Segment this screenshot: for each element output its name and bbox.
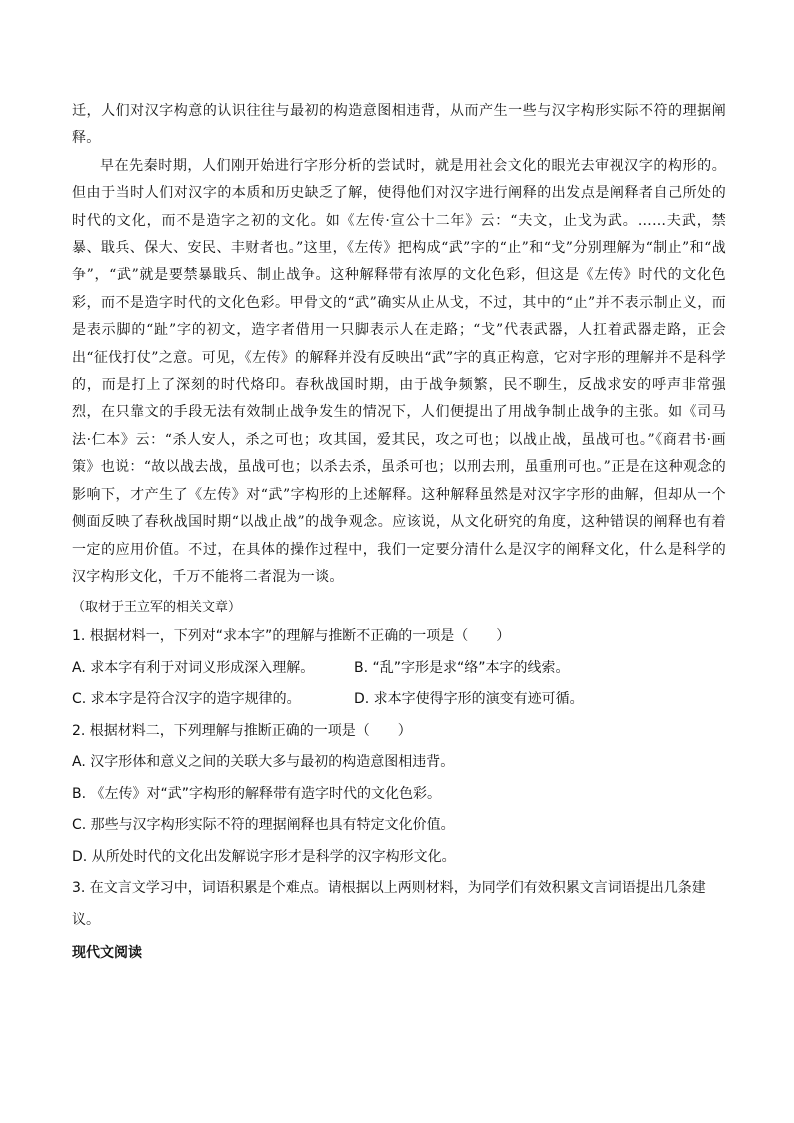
question-1 (72, 621, 726, 716)
question-2-stem: 2. 根据材料二，下列理解与推断正确的一项是（ ） (72, 722, 412, 739)
question-3-stem: 3. 在文言文学习中，词语积累是个难点。请根据以上两则材料，为同学们有效积累文言词语提出几条建议。 (72, 880, 706, 928)
question-2-option-c: C. 那些与汉字构形实际不符的理据阐释也具有特定文化价值。 (72, 817, 455, 834)
passage-para-1-tail: 迁，人们对汉字构意的认识往往与最初的构造意图相违背，从而产生一些与汉字构形实际不符的理据阐释。 (72, 103, 726, 147)
question-1-options-row-1 (72, 653, 726, 685)
question-1-option-a: A. 求本字有利于对词义形成深入理解。 (72, 659, 315, 676)
passage-para-2: 早在先秦时期，人们刚开始进行字形分析的尝试时，就是用社会文化的眼光去审视汉字的构形的。但由于当时人们对汉字的本质和历史缺乏了解，使得他们对汉字进行阐释的出发点是阐释者自己所处的时代的文化，而不是造字之初的文化。如《左传·宣公十二年》云：“夫文，止戈为武。……夫武，禁暴、戢兵、保大、安民、丰财者也。”这里，《左传》把构成“武”字的“止”和“戈”分别理解为“制止”和“战争”，“武”就是要禁暴戢兵、制止战争。这种解释带有浓厚的文化色彩，但这是《左传》时代的文化色彩，而不是造字时代的文化色彩。甲骨文的“武”确实从止从戈，不过，其中的“止”并不表示制止义，而是表示脚的“趾”字的初文，造字者借用一只脚表示人在走路；“戈”代表武器，人扛着武器走路，正会出“征伐打仗”之意。可见，《左传》的解释并没有反映出“武”字的真正构意，它对字形的理解并不是科学的，而是打上了深刻的时代烙印。春秋战国时期，由于战争频繁，民不聊生，反战求安的呼声非常强烈，在只靠文的手段无法有效制止战争发生的情况下，人们便提出了用战争制止战争的主张。如《司马法·仁本》云：“杀人安人，杀之可也；攻其国，爱其民，攻之可也；以战止战，虽战可也。”《商君书·画策》也说：“故以战去战，虽战可也；以杀去杀，虽杀可也；以刑去刑，虽重刑可也。”正是在这种观念的影响下，才产生了《左传》对“武”字构形的上述解释。这种解释虽然是对汉字字形的曲解，但却从一个侧面反映了春秋战国时期“以战止战”的战争观念。应该说，从文化研究的角度，这种错误的阐释也有着一定的应用价值。不过，在具体的操作过程中，我们一定要分清什么是汉字的阐释文化，什么是科学的汉字构形文化，千万不能将二者混为一谈。 (72, 157, 726, 585)
question-1-option-c: C. 求本字是符合汉字的造字规律的。 (72, 691, 301, 708)
passage-source: （取材于王立军的相关文章） (72, 600, 242, 616)
section-heading: 现代文阅读 (72, 945, 142, 962)
question-2 (72, 716, 726, 874)
question-2-option-d: D. 从所处时代的文化出发解说字形才是科学的汉字构形文化。 (72, 848, 456, 865)
question-2-option-b: B. 《左传》对“武”字构形的解释带有造字时代的文化色彩。 (72, 785, 442, 802)
question-1-option-d: D. 求本字使得字形的演变有迹可循。 (354, 691, 584, 708)
question-1-options-row-2 (72, 684, 726, 716)
document-page (72, 98, 726, 970)
question-3 (72, 873, 726, 936)
question-2-option-a: A. 汉字形体和意义之间的关联大多与最初的构造意图相违背。 (72, 754, 455, 771)
question-1-option-b: B. “乱”字形是求“络”本字的线索。 (354, 659, 570, 676)
question-1-stem: 1. 根据材料一，下列对“求本字”的理解与推断不正确的一项是（ ） (72, 628, 511, 645)
